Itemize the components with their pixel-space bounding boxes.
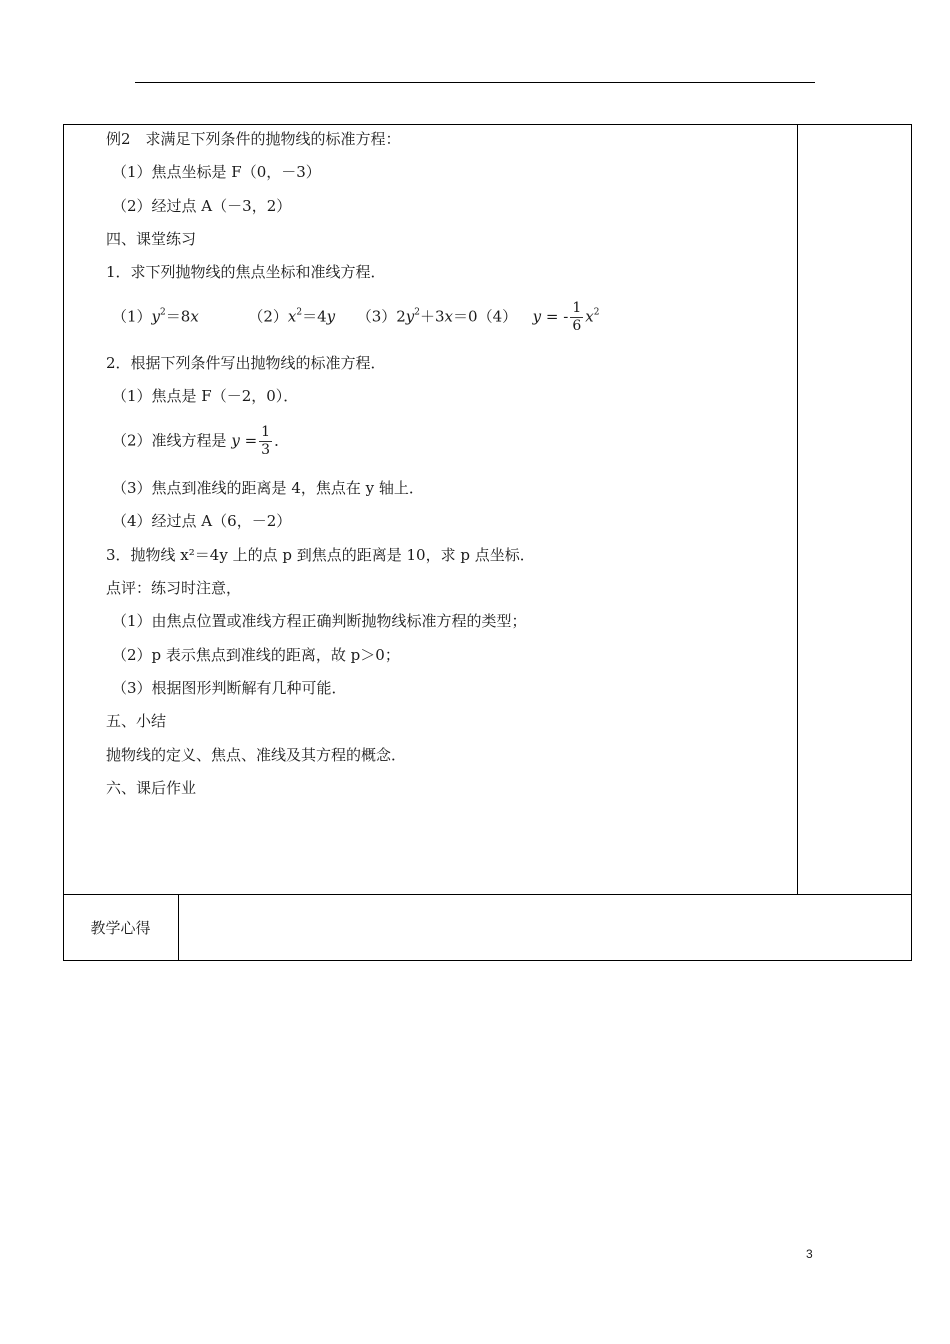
reflection-divider xyxy=(178,894,179,961)
section-4-title: 四、课堂练习 xyxy=(106,230,197,248)
example-item-1: （1）焦点坐标是 F（0，－3） xyxy=(112,163,321,181)
exercise-2-item-3: （3）焦点到准线的距离是 4，焦点在 y 轴上． xyxy=(112,479,424,497)
exercise-2-item-4: （4）经过点 A（6，－2） xyxy=(112,512,292,530)
example-item-2: （2）经过点 A（－3，2） xyxy=(112,197,292,215)
summary-text: 抛物线的定义、焦点、准线及其方程的概念． xyxy=(106,746,407,764)
comment-1: （1）由焦点位置或准线方程正确判断抛物线标准方程的类型； xyxy=(112,612,527,630)
fraction-1-3: $\frac{1}{3}$ xyxy=(261,424,271,458)
exercise-1: 1．求下列抛物线的焦点坐标和准线方程． xyxy=(106,263,386,281)
lesson-table xyxy=(63,124,912,961)
exercise-2: 2．根据下列条件写出抛物线的标准方程． xyxy=(106,354,386,372)
example-title: 例2 求满足下列条件的抛物线的标准方程： xyxy=(106,130,401,148)
exercise-2-item-2: （2）准线方程是 y = $\frac{1}{3}$ ． xyxy=(112,424,290,458)
comment-2: （2）p 表示焦点到准线的距离，故 p＞0； xyxy=(112,646,400,664)
exercise-2-item-1: （1）焦点是 F（－2，0）． xyxy=(112,387,299,405)
table-row-divider xyxy=(63,894,912,895)
section-5-title: 五、小结 xyxy=(106,712,167,730)
page-number: 3 xyxy=(806,1247,813,1261)
exercise-3: 3．抛物线 x²＝4y 上的点 p 到焦点的距离是 10，求 p 点坐标． xyxy=(106,546,535,564)
comment-title: 点评：练习时注意， xyxy=(106,579,242,597)
comment-3: （3）根据图形判断解有几种可能． xyxy=(112,679,347,697)
header-rule xyxy=(135,82,815,83)
reflection-label: 教学心得 xyxy=(90,919,151,937)
table-column-divider xyxy=(797,124,798,894)
fraction-1-6: $\frac{1}{6}$ xyxy=(572,300,582,334)
exercise-1-formulas: $(1)y^2=8x$ $(2)x^2=4y$ $(3)2y^2+3x=0(4) y$ = - $\frac{1}{6}$ $x^2$ xyxy=(112,300,600,334)
section-6-title: 六、课后作业 xyxy=(106,779,197,797)
